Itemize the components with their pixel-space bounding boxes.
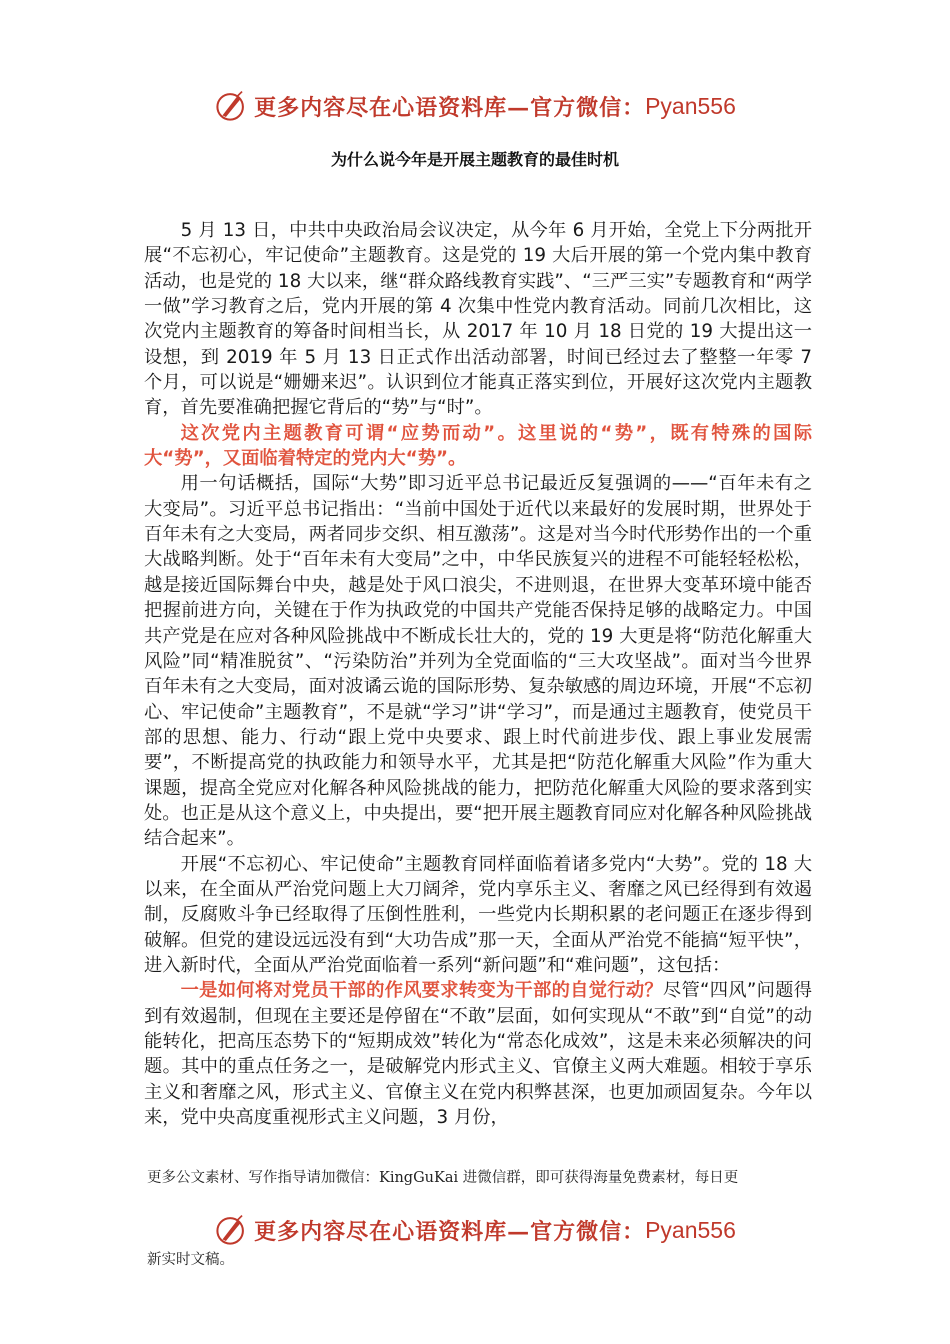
body-paragraph bbox=[144, 471, 812, 851]
fountain-pen-logo-icon bbox=[214, 89, 248, 123]
paragraph-text: 5 月 13 日，中共中央政治局会议决定，从今年 6 月开始，全党上下分两批开展“不忘初心，牢记使命”主题教育。这是党的 19 大后开展的第一个党内集中教育活动，也是党的 18 大以来，继“群众路线教育实践”、“三严三实”专题教育和“两学一做”学习教育之后，党内开展的第 4 次集中性党内教育活动。同前几次相比，这次党内主题教育的筹备时间相当长，从 2017 年 10 月 18 日党的 19 大提出这一设想，到 2019 年 5 月 13 日正式作出活动部署，时间已经过去了整整一年零 7 个月，可以说是“姗姗来迟”。认识到位才能真正落实到位，开展好这次党内主题教育，首先要准确把握它背后的“势”与“时”。 bbox=[144, 220, 812, 419]
banner-wechat-id: Pyan556 bbox=[645, 1216, 736, 1243]
highlighted-text: 一是如何将对党员干部的作风要求转变为干部的自觉行动？ bbox=[180, 980, 663, 1002]
body-paragraph bbox=[144, 852, 812, 979]
paragraph-text: 开展“不忘初心、牢记使命”主题教育同样面临着诸多党内“大势”。党的 18 大以来，在全面从严治党问题上大刀阔斧，党内享乐主义、奢靡之风已经得到有效遏制，反腐败斗争已经取得了压倒性胜利，一些党内长期积累的老问题正在逐步得到破解。但党的建设远远没有到“大功告成”那一天，全面从严治党不能搞“短平快”，进入新时代，全面从严治党面临着一系列“新问题”和“难问题”，这包括： bbox=[144, 853, 812, 976]
banner-wechat-id: Pyan556 bbox=[645, 92, 736, 119]
banner-text: 更多内容尽在心语资料库—官方微信： bbox=[254, 1218, 646, 1245]
footer-banner bbox=[0, 1210, 950, 1250]
footer-note-continuation: 新实时文稿。 bbox=[147, 1252, 234, 1268]
banner-text: 更多内容尽在心语资料库—官方微信： bbox=[254, 94, 646, 121]
document-title: 为什么说今年是开展主题教育的最佳时机 bbox=[330, 150, 619, 169]
paragraph-text: 尽管“四风”问题得到有效遏制，但现在主要还是停留在“不敢”层面，如何实现从“不敢”到“自觉”的动能转化，把高压态势下的“短期成效”转化为“常态化成效”，这是未来必须解决的问题。其中的重点任务之一，是破解党内形式主义、官僚主义两大难题。相较于享乐主义和奢靡之风，形式主义、官僚主义在党内积弊甚深，也更加顽固复杂。今年以来，党中央高度重视形式主义问题，3 月份， bbox=[144, 980, 812, 1129]
header-banner bbox=[0, 86, 950, 126]
highlighted-text: 这次党内主题教育可谓“应势而动”。这里说的“势”，既有特殊的国际大“势”，又面临着特定的党内大“势”。 bbox=[144, 422, 812, 470]
paragraph-text: 用一句话概括，国际“大势”即习近平总书记最近反复强调的——“百年未有之大变局”。习近平总书记指出：“当前中国处于近代以来最好的发展时期，世界处于百年未有之大变局，两者同步交织、相互激荡”。这是对当今时代形势作出的一个重大战略判断。处于“百年未有大变局”之中，中华民族复兴的进程不可能轻轻松松，越是接近国际舞台中央，越是处于风口浪尖，不进则退，在世界大变革环境中能否把握前进方向，关键在于作为执政党的中国共产党能否保持足够的战略定力。中国共产党是在应对各种风险挑战中不断成长壮大的，党的 19 大更是将“防范化解重大风险”同“精准脱贫”、“污染防治”并列为全党面临的“三大攻坚战”。面对当今世界百年未有之大变局，面对波谲云诡的国际形势、复杂敏感的周边环境，开展“不忘初心、牢记使命”主题教育”，不是就“学习”讲“学习”，而是通过主题教育，使党员干部的思想、能力、行动“跟上党中央要求、跟上时代前进步伐、跟上事业发展需要”，不断提高党的执政能力和领导水平，尤其是把“防范化解重大风险”作为重大课题，提高全党应对化解各种风险挑战的能力，把防范化解重大风险的要求落到实处。也正是从这个意义上，中央提出，要“把开展主题教育同应对化解各种风险挑战结合起来”。 bbox=[144, 473, 812, 850]
footer-note: 更多公文素材、写作指导请加微信：KingGuKai 进微信群，即可获得海量免费素材，每日更 bbox=[147, 1170, 739, 1186]
body-paragraph bbox=[144, 978, 812, 1130]
body-paragraph bbox=[144, 218, 812, 421]
fountain-pen-logo-icon bbox=[214, 1213, 248, 1247]
body-paragraph bbox=[144, 421, 812, 472]
document-body bbox=[144, 218, 812, 1130]
